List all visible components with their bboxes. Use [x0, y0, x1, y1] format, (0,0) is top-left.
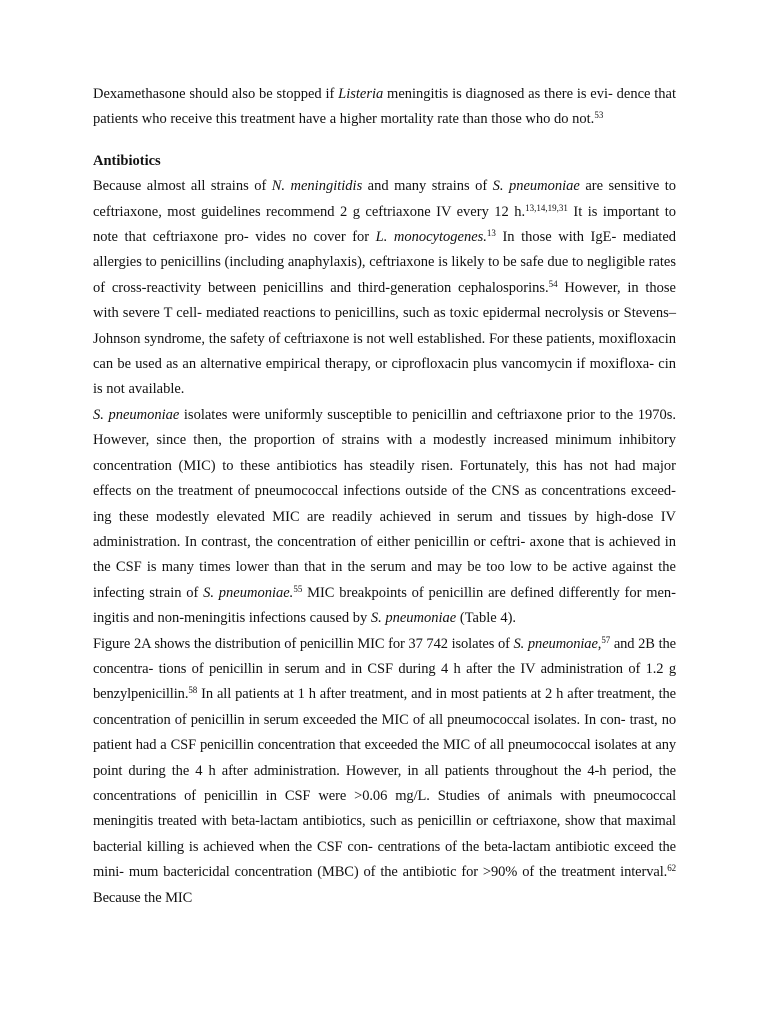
citation: 13 — [486, 228, 496, 239]
italic-term: N. meningitidis — [271, 178, 363, 195]
section-heading: Antibiotics — [93, 152, 161, 169]
text: and 2B the concentra- tions of penicillin in serum and in CSF during 4 h after the IV administration of 1.2 g benzylpenicillin. — [93, 635, 676, 703]
text: Because the MIC — [93, 889, 193, 906]
text: isolates were uniformly susceptible to penicillin and ceftriaxone prior to the 1970s. However, since then, the proportion of strains with a modestly increased minimum inhibitory concentration (MIC) to these antibiotics has steadily risen. Fortunately, this has not had major effects on the treatment of pneumococcal infections outside of the CNS as concentrations exceed- ing these modestly elevated MIC are readily achieved in serum and tissues by high-dose IV administration. In contrast, the concentration of either penicillin or ceftri- axone that is achieved in the CSF is many times lower than that in the serum and may be too low to be active against the infecting strain of — [93, 406, 676, 601]
italic-term: S. pneumoniae — [492, 178, 580, 195]
text: and many strains of — [362, 178, 493, 195]
text: MIC breakpoints of penicillin are defined differently for men- ingitis and non-meningitis infections caused by — [93, 584, 676, 627]
italic-term: S. pneumoniae — [93, 406, 180, 423]
citation: 58 — [188, 685, 198, 696]
italic-term: S. pneumoniae — [513, 635, 598, 652]
paragraph-susceptibility — [93, 403, 676, 632]
italic-term: S. pneumoniae. — [203, 584, 294, 601]
text: Dexamethasone should also be stopped if — [93, 86, 339, 102]
italic-term: Listeria — [338, 86, 384, 102]
citation: 57 — [601, 634, 611, 645]
text: In those with IgE- mediated allergies to penicillins (including anaphylaxis), ceftriaxone is likely to be safe due to negligible rates of cross-reactivity between penicillins and third-generation cephalosporins. — [93, 229, 677, 296]
text: Because almost all strains of — [93, 178, 272, 195]
italic-term: S. pneumoniae — [370, 610, 457, 627]
text: (Table 4). — [456, 610, 517, 627]
paragraph-antibiotics — [93, 174, 676, 403]
citation: 62 — [667, 863, 676, 874]
text: It is important to note that ceftriaxone pro- vides no cover for — [93, 203, 676, 246]
text: meningitis is diagnosed as there is evi- dence that patients who receive this treatment have a higher mortality rate than those who do not. — [93, 86, 677, 128]
text: In all patients at 1 h after treatment, and in most patients at 2 h after treatment, the concentration of penicillin in serum exceeded the MIC of all pneumococcal isolates. In con- trast, no patient had a CSF penicillin concentration that exceeded the MIC of all pneumococcal isolates at any point during the 4 h after administration. However, in all patients throughout the 4-h period, the concentrations of penicillin in CSF were >0.06 mg/L. Studies of animals with pneumococcal meningitis treated with beta-lactam antibiotics, such as penicillin or ceftriaxone, show that maximal bacterial killing is achieved when the CSF con- centrations of the beta-lactam antibiotic exceed the mini- mum bactericidal concentration (MBC) of the antibiotic for >90% of the treatment interval. — [93, 686, 676, 881]
text: However, in those with severe T cell- mediated reactions to penicillins, such as toxic epidermal necrolysis or Stevens–Johnson syndrome, the safety of ceftriaxone is not well established. For these patients, moxifloxacin can be used as an alternative empirical therapy, or ciprofloxacin plus vancomycin if moxifloxa- cin is not available. — [93, 279, 676, 398]
text: Figure 2A shows the distribution of penicillin MIC for 37 742 isolates of — [93, 635, 514, 652]
citation: 53 — [594, 110, 604, 121]
text: are sensitive to ceftriaxone, most guidelines recommend 2 g ceftriaxone IV every 12 h. — [93, 178, 676, 220]
citation: 54 — [548, 278, 558, 289]
paragraph-dexamethasone — [93, 82, 676, 133]
citation: 13,14,19,31 — [525, 202, 568, 213]
italic-term: L. monocytogenes. — [375, 229, 487, 246]
citation: 55 — [293, 583, 303, 594]
text: , — [597, 635, 602, 652]
paragraph-figure-2 — [93, 632, 676, 911]
